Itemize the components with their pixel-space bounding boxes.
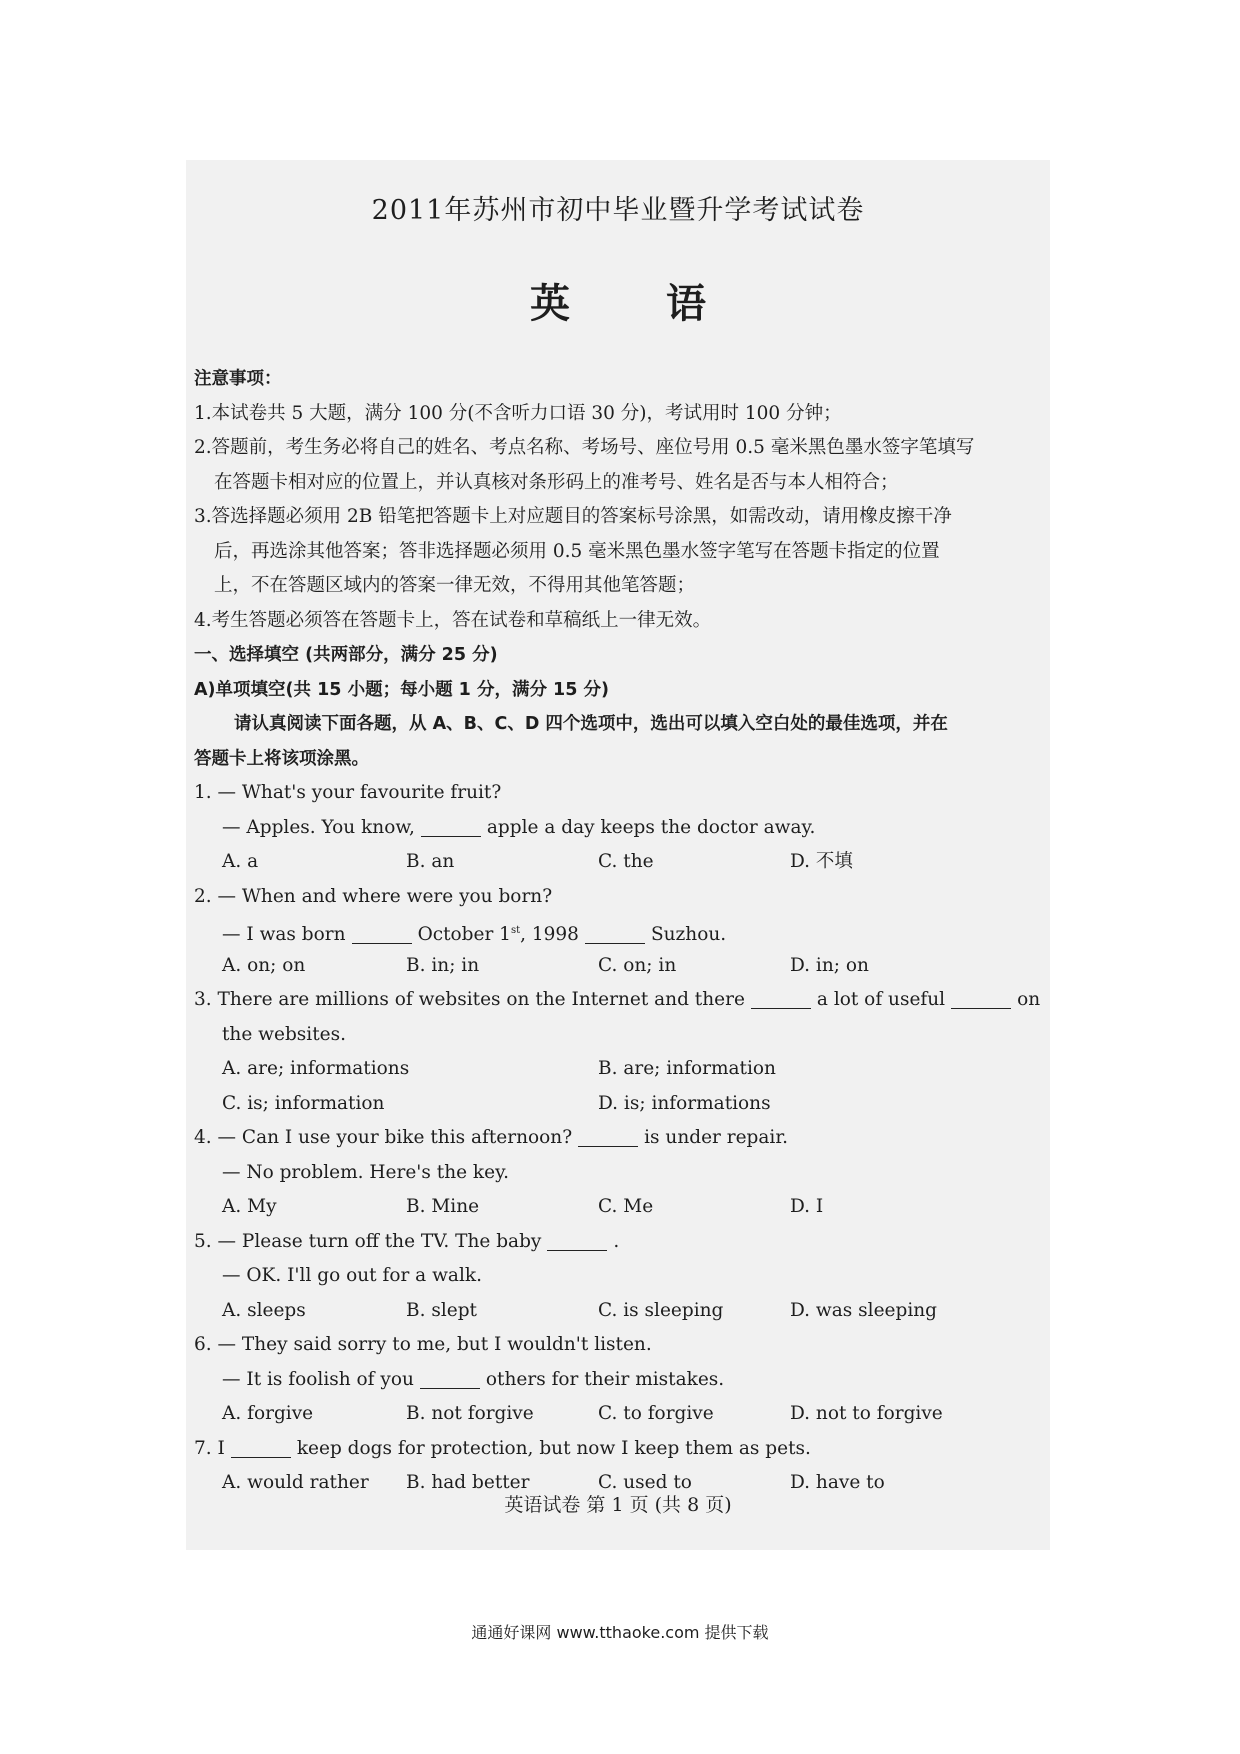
q7-option-c: C. used to <box>598 1472 692 1493</box>
q2-options <box>194 949 1048 984</box>
q2-option-c: C. on; in <box>598 954 677 976</box>
answer-blank <box>751 988 811 1009</box>
q7-option-b: B. had better <box>406 1472 530 1493</box>
q2-response <box>194 914 1048 949</box>
q5-stem <box>194 1225 1048 1260</box>
q6-response <box>194 1363 1048 1398</box>
q1-option-d: D. 不填 <box>790 851 853 872</box>
q2-ordinal-suffix: st <box>510 925 521 936</box>
q3-option-d: D. is; informations <box>598 1092 771 1114</box>
notice-item-4: 4.考生答题必须答在答题卡上，答在试卷和草稿纸上一律无效。 <box>194 609 712 631</box>
q6-text-b: others for their mistakes. <box>485 1368 725 1390</box>
q4-option-d: D. I <box>790 1196 824 1217</box>
exam-title: 2011年苏州市初中毕业暨升学考试试卷 <box>371 195 865 226</box>
answer-blank <box>578 1126 638 1147</box>
q6-text-a: — It is foolish of you <box>222 1368 414 1390</box>
instruction-line-2: 答题卡上将该项涂黑。 <box>194 748 369 769</box>
answer-blank <box>585 923 645 944</box>
q2-option-d: D. in; on <box>790 954 869 976</box>
answer-blank <box>231 1437 291 1458</box>
notice-item-3-cont-2: 上，不在答题区域内的答案一律无效，不得用其他笔答题； <box>214 575 696 596</box>
q1-stem: 1. — What's your favourite fruit? <box>194 782 502 803</box>
q5-text-a: 5. — Please turn off the TV. The baby <box>194 1230 542 1252</box>
q2-option-b: B. in; in <box>406 954 480 976</box>
q4-option-b: B. Mine <box>406 1196 480 1217</box>
q6-option-d: D. not to forgive <box>790 1403 943 1424</box>
q1-text-b: apple a day keeps the doctor away. <box>486 816 816 838</box>
q4-response: — No problem. Here's the key. <box>222 1161 509 1183</box>
q3-option-a: A. are; informations <box>222 1058 410 1079</box>
q3-option-c: C. is; information <box>222 1092 385 1114</box>
subject-heading <box>186 272 1050 329</box>
q3-options-row-1 <box>194 1052 1048 1087</box>
q1-option-c: C. the <box>598 851 654 872</box>
q1-option-b: B. an <box>406 851 455 872</box>
q2-option-a: A. on; on <box>222 954 306 976</box>
q4-text-a: 4. — Can I use your bike this afternoon? <box>194 1127 573 1148</box>
answer-blank <box>951 988 1011 1009</box>
q4-option-a: A. My <box>222 1196 277 1217</box>
q3-text-a: 3. There are millions of websites on the Internet and there <box>194 989 745 1010</box>
q1-response <box>194 811 1048 846</box>
q2-text-d: Suzhou. <box>650 924 727 946</box>
q2-text-a: — I was born <box>222 924 346 946</box>
notice-item-3: 3.答选择题必须用 2B 铅笔把答题卡上对应题目的答案标号涂黑，如需改动，请用橡皮擦干净 <box>194 506 952 527</box>
q3-text-b: a lot of useful <box>816 989 946 1010</box>
q5-option-d: D. was sleeping <box>790 1299 937 1321</box>
q3-options-row-2 <box>194 1087 1048 1122</box>
section-title: 一、选择填空 (共两部分，满分 25 分) <box>194 645 498 665</box>
answer-blank <box>421 816 481 837</box>
q5-options <box>194 1294 1048 1329</box>
q2-text-c: , 1998 <box>520 924 579 946</box>
notice-item-3-cont-1: 后，再选涂其他答案；答非选择题必须用 0.5 毫米黑色墨水签字笔写在答题卡指定的位置 <box>214 540 940 562</box>
notice-item-2-cont: 在答题卡相对应的位置上，并认真核对条形码上的准考号、姓名是否与本人相符合； <box>214 471 899 493</box>
subject-char-2: 语 <box>666 281 706 327</box>
q7-text-a: 7. I <box>194 1437 225 1459</box>
q2-stem: 2. — When and where were you born? <box>194 885 553 907</box>
q4-text-b: is under repair. <box>644 1127 789 1148</box>
instruction-line-1: 请认真阅读下面各题，从 A、B、C、D 四个选项中，选出可以填入空白处的最佳选项，并在 <box>234 714 948 734</box>
q7-option-a: A. would rather <box>222 1472 369 1493</box>
q5-response: — OK. I'll go out for a walk. <box>222 1265 482 1286</box>
page-footer: 英语试卷 第 1 页 (共 8 页) <box>504 1494 732 1516</box>
source-line: 通通好课网 www.tthaoke.com 提供下载 <box>471 1623 769 1642</box>
q1-options <box>194 845 1048 880</box>
q4-option-c: C. Me <box>598 1196 654 1217</box>
q7-text-b: keep dogs for protection, but now I keep them as pets. <box>296 1437 811 1459</box>
notice-heading: 注意事项： <box>194 369 282 389</box>
q5-option-b: B. slept <box>406 1299 477 1321</box>
answer-blank <box>547 1230 607 1251</box>
q3-stem <box>194 983 1048 1018</box>
answer-blank <box>420 1368 480 1389</box>
part-title: A)单项填空(共 15 小题；每小题 1 分，满分 15 分) <box>194 679 609 700</box>
q6-stem: 6. — They said sorry to me, but I wouldn't listen. <box>194 1334 652 1355</box>
q1-text-a: — Apples. You know, <box>222 816 415 838</box>
notice-item-2: 2.答题前，考生务必将自己的姓名、考点名称、考场号、座位号用 0.5 毫米黑色墨水签字笔填写 <box>194 437 975 458</box>
exam-content <box>194 362 1048 1501</box>
q1-option-a: A. a <box>222 851 259 872</box>
q3-option-b: B. are; information <box>598 1058 776 1079</box>
q6-options <box>194 1397 1048 1432</box>
q6-option-a: A. forgive <box>222 1403 314 1424</box>
answer-blank <box>352 923 412 944</box>
q5-option-a: A. sleeps <box>222 1299 306 1321</box>
q2-text-b: October 1 <box>417 924 511 946</box>
q7-stem <box>194 1432 1048 1467</box>
q5-text-b: . <box>613 1230 620 1252</box>
q6-option-b: B. not forgive <box>406 1403 534 1424</box>
subject-char-1: 英 <box>530 281 570 327</box>
q6-option-c: C. to forgive <box>598 1403 714 1424</box>
q4-stem <box>194 1121 1048 1156</box>
q3-stem-cont: the websites. <box>222 1023 346 1045</box>
q3-text-c: on <box>1017 989 1041 1010</box>
q5-option-c: C. is sleeping <box>598 1299 724 1321</box>
notice-item-1: 1.本试卷共 5 大题，满分 100 分(不含听力口语 30 分)，考试用时 100 分钟； <box>194 402 842 424</box>
q7-option-d: D. have to <box>790 1472 885 1493</box>
q4-options <box>194 1190 1048 1225</box>
